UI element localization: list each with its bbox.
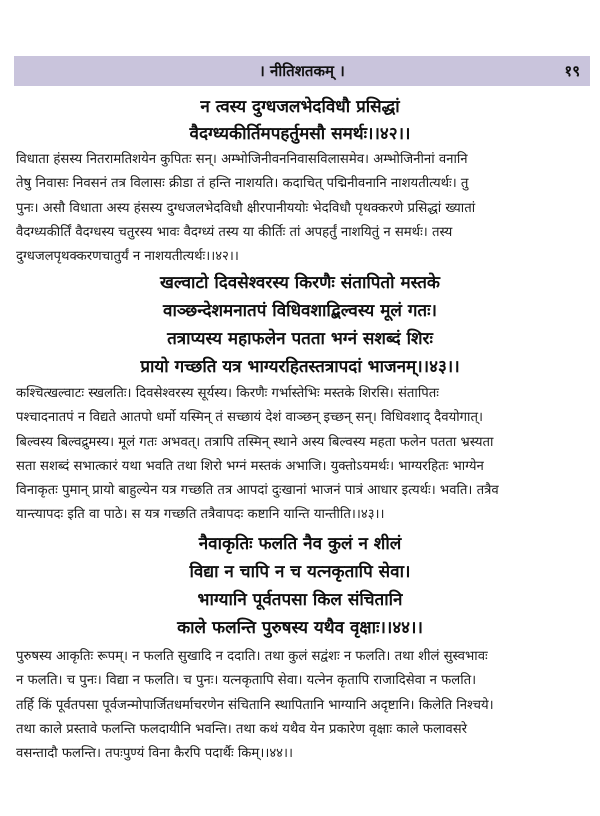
commentary-line: तथा काले प्रस्तावे फलन्ति फलदायीनि भवन्ति। तथा कथं यथैव येन प्रकारेण वृक्षाः काले फलावसरे (16, 721, 468, 737)
commentary-42 (16, 148, 590, 269)
verse-43-line-4: प्रायो गच्छति यत्र भाग्यरहितस्तत्रापदां भाजनम्।।४३।। (140, 357, 460, 377)
verse-42-line-2: वैदग्ध्यकीर्तिमपहर्तुमसौ समर्थः।।४२।। (189, 124, 411, 144)
verse-42-line-1: न त्वस्य दुग्धजलभेदविधौ प्रसिद्धां (200, 97, 400, 117)
commentary-line: तेषु निवासः निवसनं तत्र विलासः क्रीडा तं हन्ति नाशयति। कदाचित् पद्मिनीवनानि नाशयतीत्यर्थः। तु (16, 176, 469, 192)
commentary-line: कश्चित्खल्वाटः स्खलतिः। दिवसेश्वरस्य सूर्यस्य। किरणैः गर्भास्तेभिः मस्तके शिरसि। संतापितः (16, 386, 439, 401)
commentary-line: पुरुषस्य आकृतिः रूपम्। न फलति सुखादि न ददाति। तथा कुलं सद्वंशः न फलति। तथा शीलं सुस्वभावः (16, 649, 488, 664)
commentary-43 (16, 382, 590, 528)
page-number: १९ (564, 62, 580, 80)
verse-44-line-4: काले फलन्ति पुरुषस्य यथैव वृक्षाः।।४४।। (177, 618, 423, 638)
commentary-line: वसन्तादौ फलन्ति। तपःपुण्यं विना कैरपि पदार्थैः किम्।।४४।। (16, 746, 294, 762)
commentary-line: बिल्वस्य बिल्वद्रुमस्य। मूलं गतः अभवत्। तत्रापि तस्मिन् स्थाने अस्य बिल्वस्य महता फलेन पतता भ्रस्यता (16, 434, 494, 450)
commentary-44 (16, 645, 590, 766)
commentary-line: न फलति। च पुनः। विद्या न फलति। च पुनः। यत्नकृतापि सेवा। यत्नेन कृतापि राजादिसेवा न फलति। (16, 673, 477, 689)
verse-44-line-3: भाग्यानि पूर्वतपसा किल संचितानि (197, 590, 403, 610)
commentary-line: विनाकृतः पुमान् प्रायो बाहुल्येन यत्र गच्छति तत्र आपदां दुःखानां भाजनं पात्रं आधार इत्यर्थः। भवति। तत्रैव (16, 483, 499, 499)
commentary-line: वैदग्ध्यकीर्तिं वैदग्धस्य चतुरस्य भावः वैदग्ध्यं तस्य या कीर्तिः तां अपहर्तुं नाशयितुं न समर्थः। तस्य (16, 224, 453, 240)
verse-44-line-1: नैवाकृतिः फलति नैव कुलं न शीलं (198, 534, 402, 554)
commentary-line: दुग्धजलपृथक्करणचातुर्यं न नाशयतीत्यर्थः।।४२।। (16, 249, 239, 265)
commentary-line: यान्त्यापदः इति वा पाठे। स यत्र गच्छति तत्रैवापदः कष्टानि यान्ति यान्तीति।।४३।। (16, 507, 385, 523)
verse-43-line-2: वाञ्छन्देशमनातपं विधिवशाद्बिल्वस्य मूलं गतः। (163, 301, 437, 321)
commentary-line: पश्चादनातपं न विद्यते आतपो धर्मो यस्मिन् तं सच्छायं देशं वाञ्छन् इच्छन् सन्। विधिवशाद् दैवयोगात्। (16, 410, 483, 426)
commentary-line: विधाता हंसस्य नितरामतिशयेन कुपितः सन्। अम्भोजिनीवननिवासविलासमेव। अम्भोजिनीनां वनानि (16, 152, 468, 167)
verse-43-line-3: तत्राप्यस्य महाफलेन पतता भग्नं सशब्दं शिरः (167, 329, 433, 349)
commentary-line: सता सशब्दं सभात्कारं यथा भवति तथा शिरो भग्नं मस्तकं अभाजि। युक्तोऽयमर्थः। भाग्यरहितः भाग्येन (16, 458, 484, 474)
commentary-line: तर्हि किं पूर्वतपसा पूर्वजन्मोपार्जितधर्माचरणेन संचितानि स्थापितानि भाग्यानि अदृष्टानि। किलेति निश्चये। (16, 697, 494, 713)
verse-43-line-1: खल्वाटो दिवसेश्वरस्य किरणैः संतापितो मस्तके (160, 273, 440, 293)
running-header (14, 56, 590, 86)
verse-44-line-2: विद्या न चापि न च यत्नकृतापि सेवा। (189, 562, 411, 582)
header-title: । नीतिशतकम् । (259, 62, 345, 80)
commentary-line: पुनः। असौ विधाता अस्य हंसस्य दुग्धजलभेदविधौ क्षीरपानीययोः भेदविधौ पृथक्करणे प्रसिद्धां ख्यातां (16, 200, 476, 216)
